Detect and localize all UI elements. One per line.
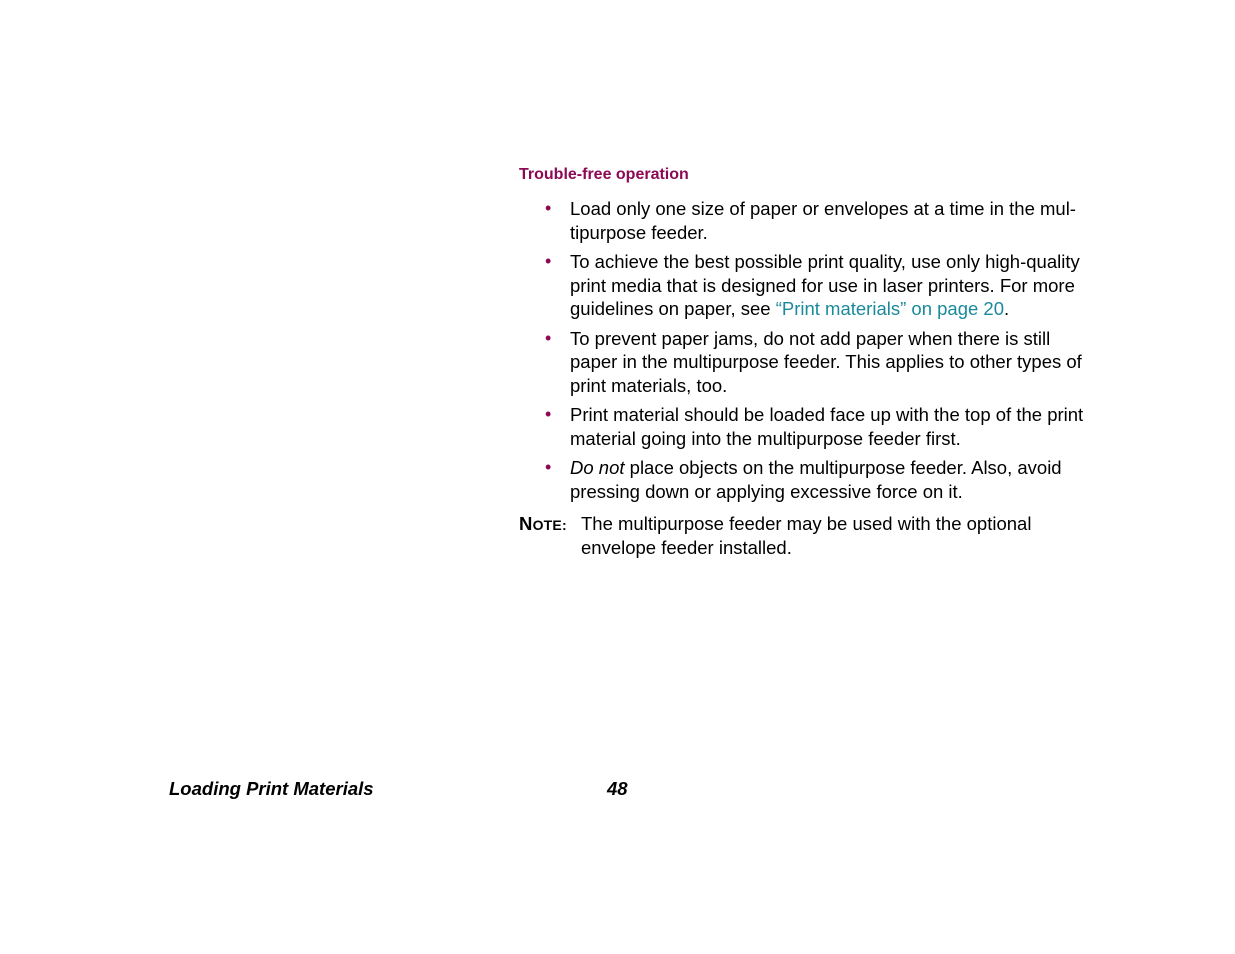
bullet-icon: • (545, 457, 552, 477)
bullet-icon: • (545, 404, 552, 424)
list-item (519, 197, 1089, 244)
bullet-list (519, 197, 1089, 509)
list-item (519, 250, 1089, 321)
note-label (519, 512, 567, 538)
cross-reference-link[interactable]: “Print materials” on page 20 (775, 298, 1004, 319)
bullet-icon: • (545, 327, 552, 348)
bullet-text-end: . (1004, 298, 1010, 319)
bullet-icon: • (545, 251, 552, 271)
bullet-text: place objects on the multipurpose feeder. Also, avoid pressing down or applying excessive force on it. (570, 457, 1062, 502)
footer-chapter-title: Loading Print Materials (169, 778, 374, 799)
footer-page-number: 48 (607, 778, 628, 799)
bullet-text: Load only one size of paper or envelopes at a time in the mul-tipurpose feeder. (570, 198, 1076, 243)
list-item (519, 327, 1089, 398)
bullet-icon: • (545, 198, 552, 218)
list-item (519, 456, 1089, 503)
bullet-text: To prevent paper jams, do not add paper when there is still paper in the multipurpose feeder. This applies to other types of print materials, too. (570, 327, 1082, 396)
note-block (519, 512, 1089, 559)
list-item (519, 403, 1089, 450)
bullet-emphasis: Do not (570, 457, 625, 478)
note-text: The multipurpose feeder may be used with the optional envelope feeder installed. (581, 513, 1032, 558)
note-label-rest: OTE: (532, 517, 567, 533)
section-heading: Trouble-free operation (519, 166, 689, 183)
bullet-text: Print material should be loaded face up with the top of the print material going into the multipurpose feeder first. (570, 404, 1084, 449)
bullet-text: To achieve the best possible print quality, use only high-quality print media that is designed for use in laser printers. For more guidelines on paper, see (570, 251, 1080, 319)
note-label-initial: N (519, 513, 533, 534)
